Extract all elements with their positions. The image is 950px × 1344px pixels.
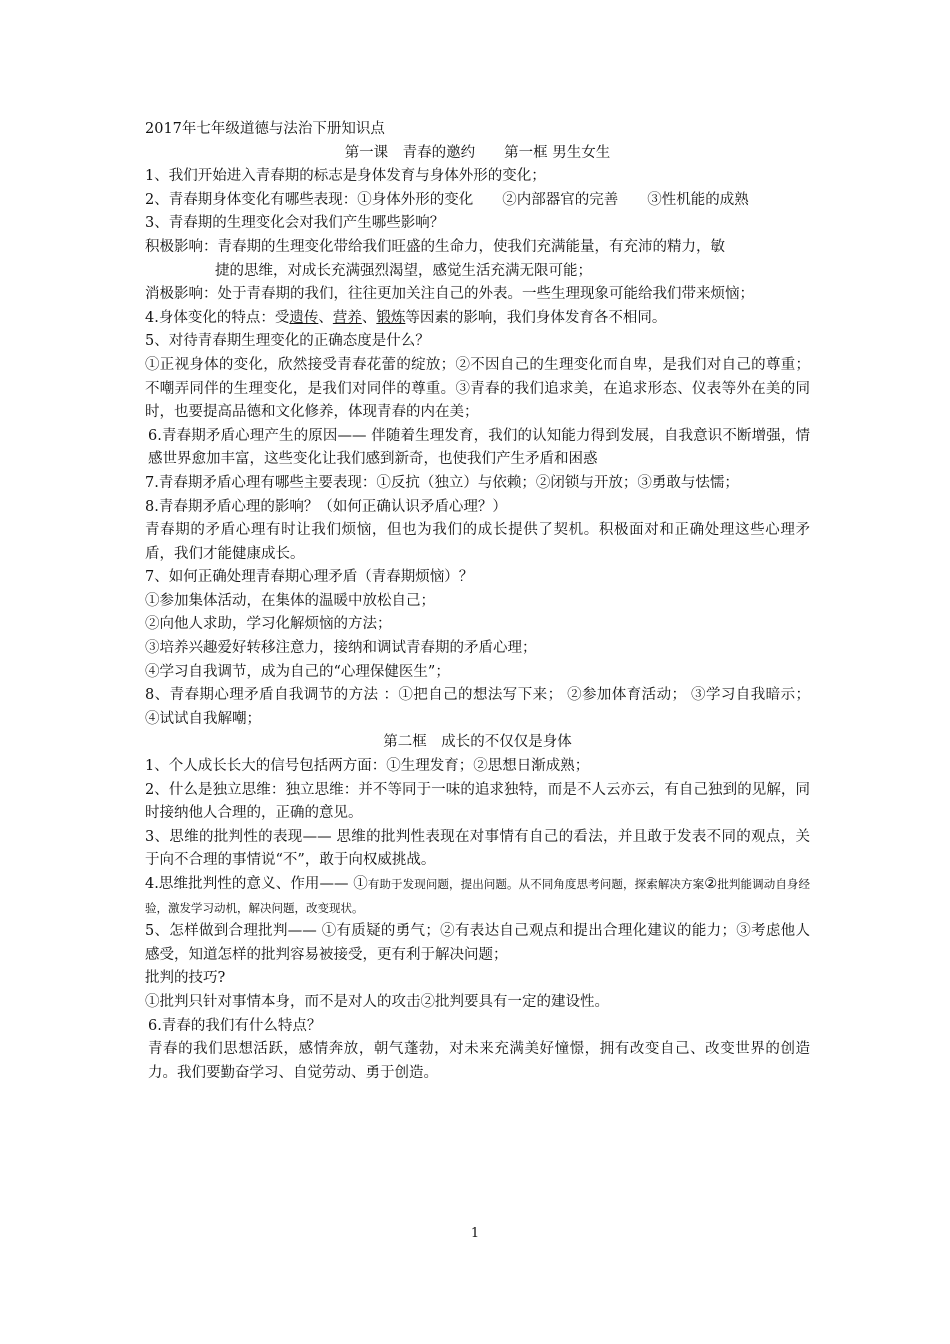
l2-q4-circle2: ② [704, 876, 718, 892]
l1-positive-effect-line2: 捷的思维，对成长充满强烈渴望，感觉生活充满无限可能； [215, 262, 592, 279]
l1-q7: 7.青春期矛盾心理有哪些主要表现：①反抗（独立）与依赖；②闭锁与开放；③勇敢与怯懦； [145, 474, 739, 491]
l1-q4-nutrition: 营养 [332, 309, 362, 326]
l1-a7b-item2: ②向他人求助，学习化解烦恼的方法； [145, 616, 392, 633]
l2-q3: 3、思维的批判性的表现—— 思维的批判性表现在对事情有自己的看法，并且敢于发表不同的观点，关于向不合理的事情说“不”，敢于向权威挑战。 [145, 828, 810, 869]
l2-q5: 5、怎样做到合理批判—— ①有质疑的勇气；②有表达自己观点和提出合理化建议的能力；③考虑他人感受，知道怎样的批判容易被接受，更有利于解决问题； [145, 923, 810, 963]
l1-negative-effect: 消极影响：处于青春期的我们，往往更加关注自己的外表。一些生理现象可能给我们带来烦恼； [145, 286, 754, 303]
l1-a7b-item1: ①参加集体活动，在集体的温暖中放松自己； [145, 592, 435, 609]
l2-q4-circle1: ① [353, 876, 368, 892]
l2-q6: 批判的技巧? [145, 970, 226, 987]
l2-a7: 青春的我们思想活跃，感情奔放，朝气蓬勃，对未来充满美好憧憬，拥有改变自己、改变世界的创造力。我们要勤奋学习、自觉劳动、勇于创造。 [148, 1041, 810, 1081]
document-title: 2017年七年级道德与法治下册知识点 [145, 121, 385, 137]
l1-q8: 8.青春期矛盾心理的影响？（如何正确认识矛盾心理？） [145, 498, 507, 515]
l1-a8: 青春期的矛盾心理有时让我们烦恼，但也为我们的成长提供了契机。积极面对和正确处理这些心理矛盾，我们才能健康成长。 [145, 522, 810, 562]
lesson-2-heading: 第二框 成长的不仅仅是身体 [383, 734, 572, 751]
l2-q4-point1: 有助于发现问题，提出问题。从不同角度思考问题，探索解决方案 [367, 877, 705, 891]
l1-a7b-item4: ④学习自我调节，成为自己的“心理保健医生”； [145, 663, 450, 680]
lesson-1-heading: 第一课 青春的邀约 第一框 男生女生 [344, 144, 611, 161]
l1-q8b: 8、青春期心理矛盾自我调节的方法 ：①把自己的想法写下来； ②参加体育活动； ③学习自我暗示； ④试试自我解嘲； [145, 687, 810, 727]
l2-a6: ①批判只针对事情本身，而不是对人的攻击②批判要具有一定的建设性。 [145, 993, 609, 1010]
l2-q2: 2、什么是独立思维：独立思维：并不等同于一味的追求独特，而是不人云亦云，有自己独到的见解，同时接纳他人合理的，正确的意见。 [145, 781, 810, 822]
l1-q4-exercise: 锻炼 [376, 309, 406, 326]
l1-q4-sep2: 、 [361, 309, 377, 326]
l2-q4-point2: 批判能调动自身经验，激发学习动机，解决问题，改变现状。 [145, 877, 811, 915]
l1-a5: ①正视身体的变化，欣然接受青春花蕾的绽放；②不因自己的生理变化而自卑，是我们对自己的尊重；不嘲弄同伴的生理变化，是我们对同伴的尊重。③青春的我们追求美，在追求形态、仪表等外在美的同时，也要提高品德和文化修养，体现青春的内在美； [145, 356, 810, 421]
l1-q4-heredity: 遗传 [289, 309, 319, 326]
l1-q3: 3、青春期的生理变化会对我们产生哪些影响？ [145, 215, 445, 232]
l2-q4-prefix: 4.思维批判性的意义、作用—— [145, 876, 354, 892]
l1-q5: 5、对待青春期生理变化的正确态度是什么？ [145, 333, 430, 350]
l1-q4-sep1: 、 [318, 309, 333, 326]
l1-q4 [145, 307, 810, 331]
l1-q4-prefix: 4.身体变化的特点：受 [145, 309, 290, 326]
l1-q7b: 7、如何正确处理青春期心理矛盾（青春期烦恼）？ [145, 569, 474, 586]
l2-q7: 6.青春的我们有什么特点？ [148, 1017, 322, 1034]
l1-q6: 6.青春期矛盾心理产生的原因—— 伴随着生理发育，我们的认知能力得到发展，自我意识不断增强，情感世界愈加丰富，这些变化让我们感到新奇，也使我们产生矛盾和困惑 [148, 427, 810, 468]
page-content [145, 118, 810, 1085]
l2-q4 [145, 873, 810, 920]
l1-q1: 1、我们开始进入青春期的标志是身体发育与身体外形的变化； [145, 168, 546, 185]
page-number: 1 [470, 1226, 480, 1241]
l1-a7b-item3: ③培养兴趣爱好转移注意力，接纳和调试青春期的矛盾心理； [145, 640, 537, 657]
l1-positive-effect-line1: 积极影响：青春期的生理变化带给我们旺盛的生命力，使我们充满能量，有充沛的精力，敏 [145, 238, 725, 255]
l1-q2: 2、青春期身体变化有哪些表现：①身体外形的变化 ②内部器官的完善 ③性机能的成熟 [145, 191, 749, 208]
l2-q1: 1、个人成长长大的信号包括两方面：①生理发育；②思想日渐成熟； [145, 758, 590, 775]
l1-q4-suffix: 等因素的影响，我们身体发育各不相同。 [405, 309, 667, 326]
